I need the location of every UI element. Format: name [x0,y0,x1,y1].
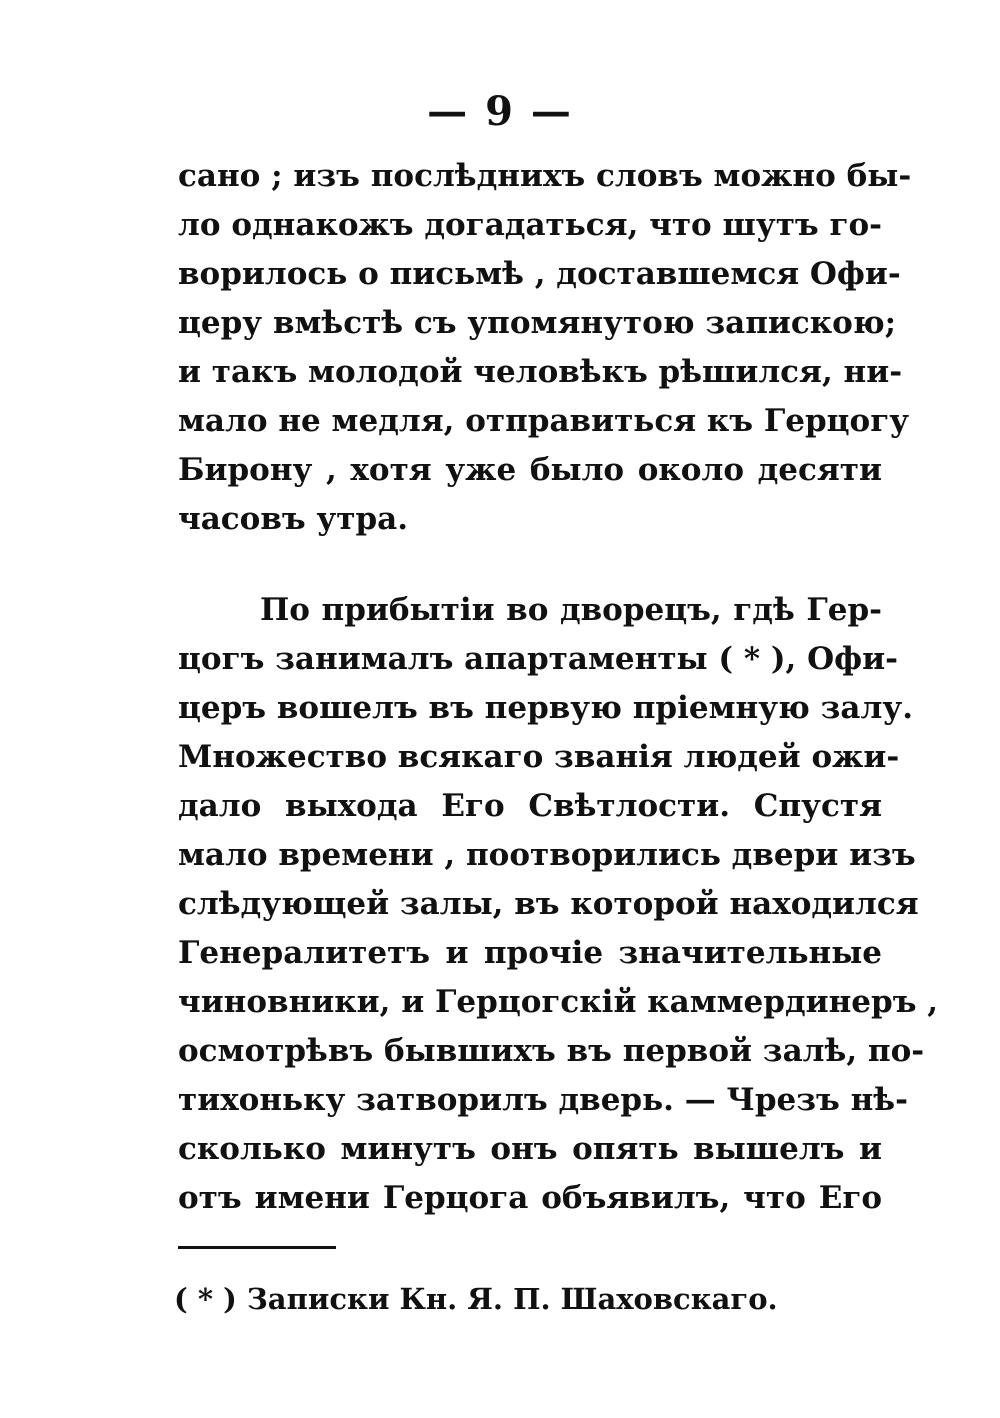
text-line: слѣдующей залы, въ которой находился [178,886,919,922]
text-line: По прибытіи во дворецъ, гдѣ Гер- [260,592,882,628]
body-text [178,152,939,1223]
text-line: осмотрѣвъ бывшихъ въ первой залѣ, по- [178,1033,925,1069]
footnote-divider [178,1246,336,1249]
text-line: часовъ утра. [178,501,409,537]
text-line: ло однакожъ догадаться, что шутъ го- [178,207,883,243]
footnote: ( * ) Записки Кн. Я. П. Шаховскаго. [174,1282,778,1316]
text-line: Бирону , хотя уже было около десяти [178,452,882,488]
text-line: ворилось о письмѣ , доставшемся Офи- [178,256,901,292]
text-line: сколько минутъ онъ опять вышелъ и [178,1131,882,1167]
text-line: Множество всякаго званія людей ожи- [178,739,900,775]
text-line: цогъ занималъ апартаменты ( * ), Офи- [178,641,898,677]
page-number: — 9 — [427,88,573,135]
paragraph-gap [178,544,882,586]
text-line: Генералитетъ и прочіе значительные [178,935,882,971]
text-line: церу вмѣстѣ съ упомянутою запискою; [178,305,897,341]
text-line: церъ вошелъ въ первую пріемную залу. [178,690,913,726]
text-line: отъ имени Герцога объявилъ, что Его [178,1180,882,1216]
text-line: дало выхода Его Свѣтлости. Спустя [178,788,882,824]
text-line: чиновники, и Герцогскій каммердинеръ , [178,984,939,1020]
text-line: мало не медля, отправиться къ Герцогу [178,403,910,439]
text-line: и такъ молодой человѣкъ рѣшился, ни- [178,354,903,390]
text-line: тихоньку затворилъ дверь. — Чрезъ нѣ- [178,1082,908,1118]
text-line: сано ; изъ послѣднихъ словъ можно бы- [178,158,912,194]
text-line: мало времени , поотворились двери изъ [178,837,916,873]
